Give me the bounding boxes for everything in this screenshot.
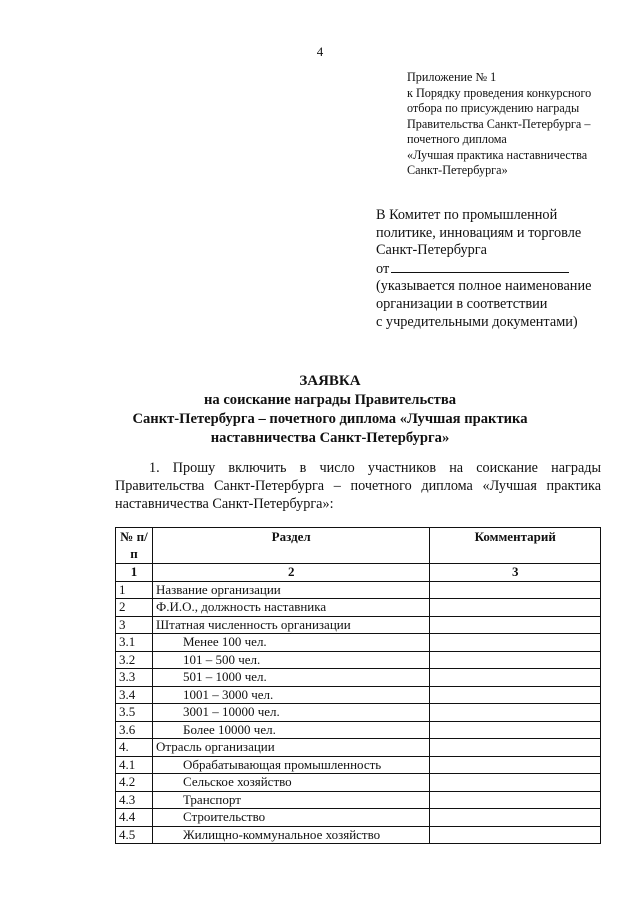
row-number: 4.4 — [116, 809, 153, 827]
row-number: 2 — [116, 599, 153, 617]
table-row — [116, 686, 601, 704]
row-section: Строительство — [152, 809, 429, 827]
table-row — [116, 774, 601, 792]
table-row — [116, 739, 601, 757]
row-section: Ф.И.О., должность наставника — [152, 599, 429, 617]
row-comment[interactable] — [430, 739, 601, 757]
table-row — [116, 599, 601, 617]
row-comment[interactable] — [430, 634, 601, 652]
row-number: 3.1 — [116, 634, 153, 652]
appendix-line: Санкт-Петербурга» — [407, 163, 508, 177]
table-row — [116, 651, 601, 669]
title-line: Санкт-Петербурга – почетного диплома «Лучшая практика — [132, 411, 528, 427]
row-comment[interactable] — [430, 756, 601, 774]
from-label: от — [376, 260, 390, 277]
addressee-note-line: (указывается полное наименование — [376, 278, 592, 295]
from-blank-line[interactable] — [391, 260, 569, 273]
table-row — [116, 581, 601, 599]
row-section: Отрасль организации — [152, 739, 429, 757]
row-comment[interactable] — [430, 721, 601, 739]
table-row — [116, 634, 601, 652]
addressee-note-line: организации в соответствии — [376, 295, 548, 312]
row-number: 3 — [116, 616, 153, 634]
table-row — [116, 669, 601, 687]
table-row — [116, 791, 601, 809]
row-comment[interactable] — [430, 704, 601, 722]
addressee-line: Санкт-Петербурга — [376, 242, 487, 259]
appendix-header — [407, 70, 622, 179]
row-section: 3001 – 10000 чел. — [152, 704, 429, 722]
addressee-note-line: с учредительными документами) — [376, 313, 578, 330]
title-main: ЗАЯВКА — [299, 373, 361, 389]
table-row — [116, 826, 601, 844]
row-section: Жилищно-коммунальное хозяйство — [152, 826, 429, 844]
table-row — [116, 756, 601, 774]
title-line: наставничества Санкт-Петербурга» — [210, 430, 450, 446]
index-cell: 3 — [430, 564, 601, 582]
row-section: Обрабатывающая промышленность — [152, 756, 429, 774]
request-paragraph: 1. Прошу включить в число участников на соискание награды Правительства Санкт-Петербурга – почетного диплома «Лучшая практика наставничества Санкт-Петербурга»: — [115, 460, 601, 512]
appendix-line: Приложение № 1 — [407, 70, 497, 84]
row-number: 3.4 — [116, 686, 153, 704]
appendix-line: почетного диплома — [407, 132, 507, 146]
title-line: на соискание награды Правительства — [203, 392, 457, 408]
header-number: № п/п — [116, 528, 153, 564]
page-number: 4 — [316, 44, 324, 59]
table-index-row — [116, 564, 601, 582]
row-section: 101 – 500 чел. — [152, 651, 429, 669]
row-section: Транспорт — [152, 791, 429, 809]
row-comment[interactable] — [430, 686, 601, 704]
appendix-line: к Порядку проведения конкурсного — [407, 85, 592, 100]
row-section: Штатная численность организации — [152, 616, 429, 634]
addressee-line: политике, инновациям и торговле — [376, 224, 582, 241]
row-number: 3.5 — [116, 704, 153, 722]
addressee-block — [376, 207, 626, 331]
row-section: 501 – 1000 чел. — [152, 669, 429, 687]
row-number: 4.1 — [116, 756, 153, 774]
row-section: Сельское хозяйство — [152, 774, 429, 792]
row-comment[interactable] — [430, 599, 601, 617]
table-header-row — [116, 528, 601, 564]
row-comment[interactable] — [430, 651, 601, 669]
row-section: Название организации — [152, 581, 429, 599]
row-section: Менее 100 чел. — [152, 634, 429, 652]
row-comment[interactable] — [430, 616, 601, 634]
row-number: 4.3 — [116, 791, 153, 809]
header-comment: Комментарий — [430, 528, 601, 564]
table-body — [116, 581, 601, 844]
row-number: 3.2 — [116, 651, 153, 669]
table-row — [116, 721, 601, 739]
row-number: 4.2 — [116, 774, 153, 792]
row-section: Более 10000 чел. — [152, 721, 429, 739]
index-cell: 1 — [116, 564, 153, 582]
appendix-line: «Лучшая практика наставничества — [407, 147, 588, 162]
application-table — [115, 527, 601, 844]
table-row — [116, 809, 601, 827]
document-title — [100, 372, 560, 448]
addressee-line: В Комитет по промышленной — [376, 207, 558, 223]
row-comment[interactable] — [430, 774, 601, 792]
row-comment[interactable] — [430, 826, 601, 844]
row-section: 1001 – 3000 чел. — [152, 686, 429, 704]
row-comment[interactable] — [430, 669, 601, 687]
index-cell: 2 — [152, 564, 429, 582]
row-number: 3.6 — [116, 721, 153, 739]
row-number: 3.3 — [116, 669, 153, 687]
from-field — [376, 260, 626, 279]
appendix-line: отбора по присуждению награды — [407, 101, 580, 115]
row-comment[interactable] — [430, 791, 601, 809]
row-number: 4.5 — [116, 826, 153, 844]
row-number: 1 — [116, 581, 153, 599]
row-comment[interactable] — [430, 809, 601, 827]
table-row — [116, 616, 601, 634]
row-comment[interactable] — [430, 581, 601, 599]
table-row — [116, 704, 601, 722]
row-number: 4. — [116, 739, 153, 757]
appendix-line: Правительства Санкт-Петербурга – — [407, 116, 591, 131]
header-section: Раздел — [152, 528, 429, 564]
